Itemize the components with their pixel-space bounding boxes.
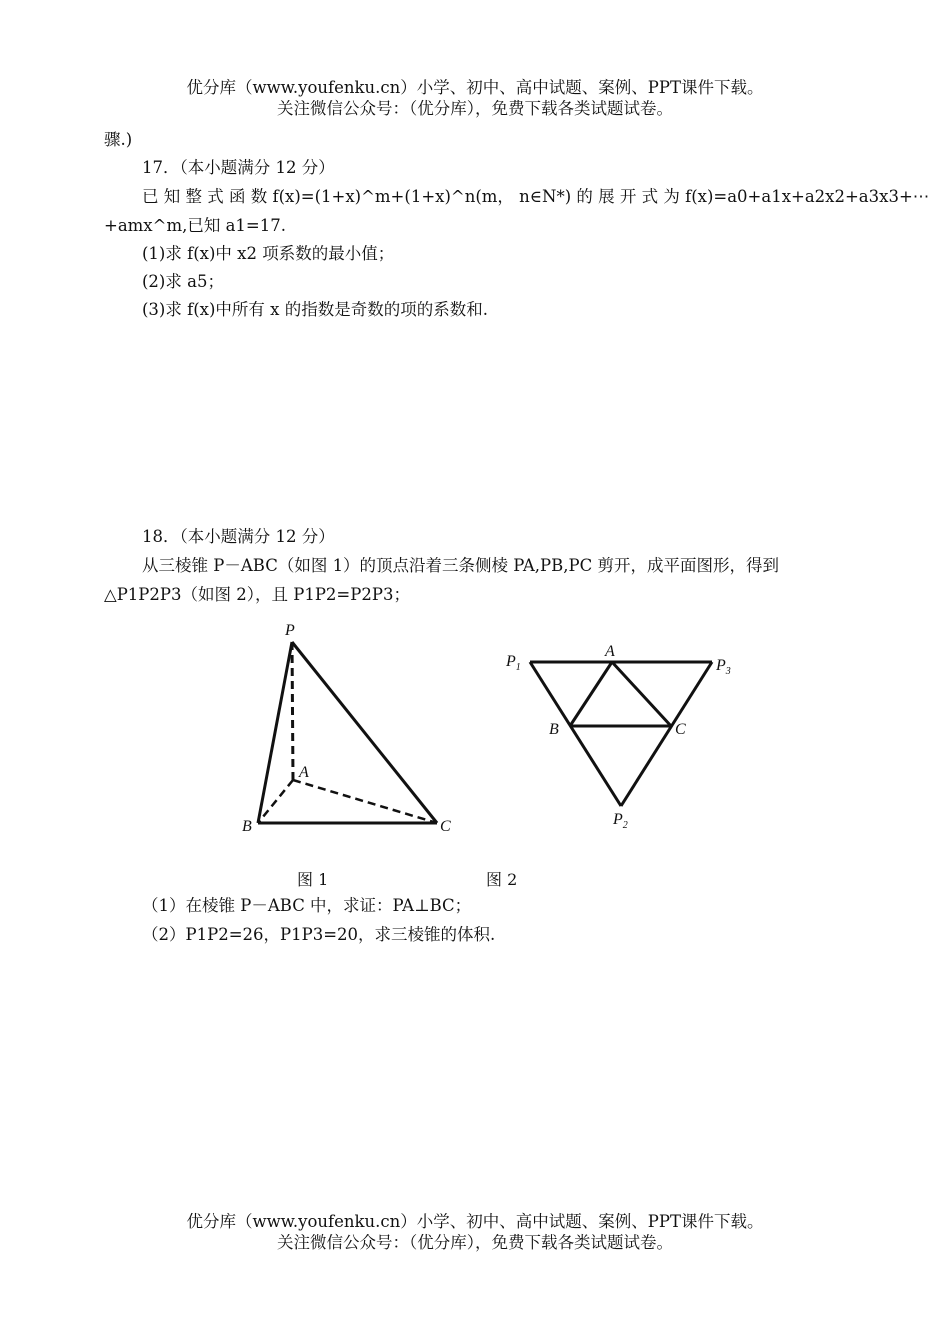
carryover-text: 骤.) (104, 130, 133, 149)
edge-ab (570, 662, 612, 726)
edge-ac-dashed (293, 780, 437, 823)
q17-statement-a: 已 知 整 式 函 数 f(x)=(1+x)^m+(1+x)^n(m， n∈N*) 的 展 开 式 为 f(x)=a0+a1x+a2x2+a3x3+⋯ (142, 187, 930, 206)
q17-part-1: (1)求 f(x)中 x2 项系数的最小值； (142, 244, 395, 263)
q17-part-3: (3)求 f(x)中所有 x 的指数是奇数的项的系数和. (142, 300, 488, 319)
label-a: A (299, 764, 309, 781)
q17-statement-b: +amx^m,已知 a1=17. (104, 216, 286, 235)
edge-pa-dashed (292, 642, 293, 780)
figure-1-pyramid (230, 615, 470, 845)
label-b: B (242, 818, 252, 835)
edge-pc (292, 642, 437, 823)
q17-part-2: (2)求 a5； (142, 272, 224, 291)
label-p1: $P_1$ (506, 653, 521, 673)
edge-p1p2 (530, 662, 621, 806)
footer-line-1: 优分库（www.youfenku.cn）小学、初中、高中试题、案例、PPT课件下载。 (186, 1212, 764, 1231)
q18-part-2: （2）P1P2=26，P1P3=20，求三棱锥的体积. (142, 925, 496, 944)
figure-2-caption: 图 2 (486, 870, 518, 889)
q18-statement-b: △P1P2P3（如图 2），且 P1P2=P2P3； (104, 585, 410, 604)
label-c: C (440, 818, 451, 835)
header-line-1: 优分库（www.youfenku.cn）小学、初中、高中试题、案例、PPT课件下载。 (186, 78, 764, 97)
label-a: A (605, 643, 615, 660)
label-p: P (285, 622, 295, 639)
q18-title: 18．（本小题满分 12 分） (142, 527, 335, 546)
edge-p3p2 (621, 662, 712, 806)
footer-line-2: 关注微信公众号：（优分库），免费下载各类试题试卷。 (277, 1233, 673, 1252)
label-p2: $P_2$ (613, 811, 628, 831)
label-b: B (549, 721, 559, 738)
label-c: C (675, 721, 686, 738)
edge-pb (258, 642, 292, 823)
q18-part-1: （1）在棱锥 P－ABC 中，求证：PA⊥BC； (142, 896, 472, 915)
figure-1-caption: 图 1 (297, 870, 329, 889)
label-p3: $P_3$ (716, 657, 731, 677)
figure-2-net (500, 640, 750, 840)
edge-ac (612, 662, 671, 726)
q17-title: 17．（本小题满分 12 分） (142, 158, 335, 177)
header-line-2: 关注微信公众号：（优分库），免费下载各类试题试卷。 (277, 99, 673, 118)
q18-statement-a: 从三棱锥 P－ABC（如图 1）的顶点沿着三条侧棱 PA,PB,PC 剪开，成平面图形，得到 (142, 556, 779, 575)
